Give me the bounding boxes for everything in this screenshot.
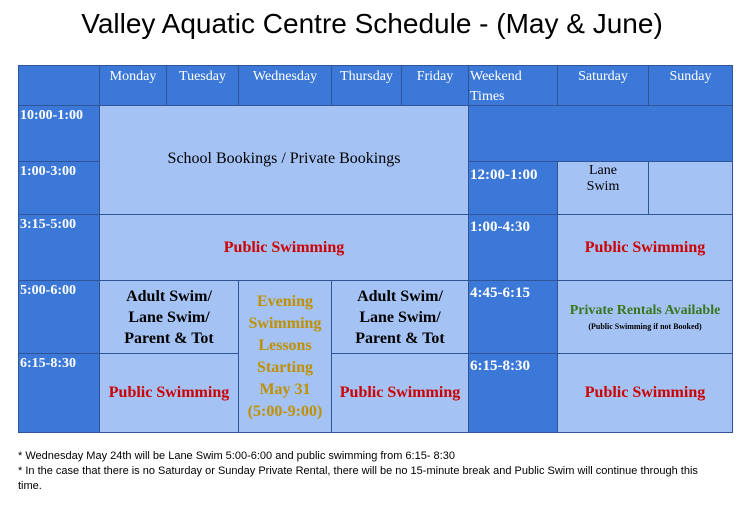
time-615-830: 6:15-8:30 bbox=[18, 353, 100, 433]
may31-line: May 31 bbox=[259, 380, 311, 398]
note-wednesday: * Wednesday May 24th will be Lane Swim 5:00-6:00 and public swimming from 6:15- 8:30 bbox=[18, 450, 455, 462]
lane-swim-line: Lane Swim/ bbox=[359, 308, 441, 326]
starting-line: Starting bbox=[256, 358, 313, 376]
header-friday: Friday bbox=[401, 65, 469, 106]
weekend-public-swimming-1-text: Public Swimming bbox=[584, 238, 706, 256]
weekend-time-12-1: 12:00-1:00 bbox=[468, 161, 558, 215]
swim-line: Swim bbox=[586, 179, 620, 194]
parent-tot-line: Parent & Tot bbox=[124, 329, 214, 347]
adult-swim-thu-fri-cell bbox=[331, 280, 469, 354]
weekend-blank-top bbox=[468, 105, 733, 162]
weekend-time-1-430: 1:00-4:30 bbox=[468, 214, 558, 281]
time-10-1: 10:00-1:00 bbox=[18, 105, 100, 162]
weekend-time-615-830: 6:15-8:30 bbox=[468, 353, 558, 433]
swimming-line: Swimming bbox=[248, 314, 322, 332]
adult-swim-line: Adult Swim/ bbox=[126, 287, 212, 305]
lane-swim-line: Lane Swim/ bbox=[128, 308, 210, 326]
evening-lessons-cell bbox=[238, 280, 332, 433]
public-swimming-thu-fri-cell bbox=[331, 353, 469, 433]
lessons-line: Lessons bbox=[258, 336, 312, 354]
adult-swim-mon-tue-cell bbox=[99, 280, 239, 354]
private-rentals-note: (Public Swimming if not Booked) bbox=[588, 322, 702, 331]
time-5-6: 5:00-6:00 bbox=[18, 280, 100, 354]
public-swimming-thu-fri-text: Public Swimming bbox=[339, 384, 461, 401]
header-weekend-times: Weekend Times bbox=[468, 65, 558, 106]
weekend-time-445-615: 4:45-6:15 bbox=[468, 280, 558, 354]
lane-line: Lane bbox=[589, 163, 617, 178]
time-315-5: 3:15-5:00 bbox=[18, 214, 100, 281]
adult-swim-line: Adult Swim/ bbox=[357, 287, 443, 305]
header-wednesday: Wednesday bbox=[238, 65, 332, 106]
parent-tot-line: Parent & Tot bbox=[355, 329, 445, 347]
note-private-rental: * In the case that there is no Saturday or Sunday Private Rental, there will be no 15-minute break and Public Swim will continue through this time. bbox=[18, 465, 698, 492]
lane-swim-saturday-cell bbox=[557, 161, 649, 215]
header-monday: Monday bbox=[99, 65, 167, 106]
weekend-public-swimming-1-cell bbox=[557, 214, 733, 281]
lesson-hours-line: (5:00-9:00) bbox=[247, 402, 323, 420]
public-swimming-mon-tue-text: Public Swimming bbox=[108, 384, 230, 401]
school-bookings-cell bbox=[99, 105, 469, 215]
private-rentals-text: Private Rentals Available bbox=[569, 303, 721, 318]
header-saturday: Saturday bbox=[557, 65, 649, 106]
header-tuesday: Tuesday bbox=[166, 65, 239, 106]
page-title: Valley Aquatic Centre Schedule - (May & June) bbox=[81, 8, 663, 39]
public-swimming-afternoon-text: Public Swimming bbox=[223, 238, 345, 256]
public-swimming-afternoon-cell bbox=[99, 214, 469, 281]
sunday-empty-cell bbox=[648, 161, 733, 215]
time-1-3: 1:00-3:00 bbox=[18, 161, 100, 215]
public-swimming-mon-tue-cell bbox=[99, 353, 239, 433]
header-corner bbox=[18, 65, 100, 106]
evening-line: Evening bbox=[256, 292, 313, 310]
weekend-public-swimming-2-text: Public Swimming bbox=[584, 384, 706, 401]
header-thursday: Thursday bbox=[331, 65, 402, 106]
header-sunday: Sunday bbox=[648, 65, 733, 106]
weekend-public-swimming-2-cell bbox=[557, 353, 733, 433]
private-rentals-cell bbox=[557, 280, 733, 354]
school-bookings-text: School Bookings / Private Bookings bbox=[167, 150, 401, 167]
